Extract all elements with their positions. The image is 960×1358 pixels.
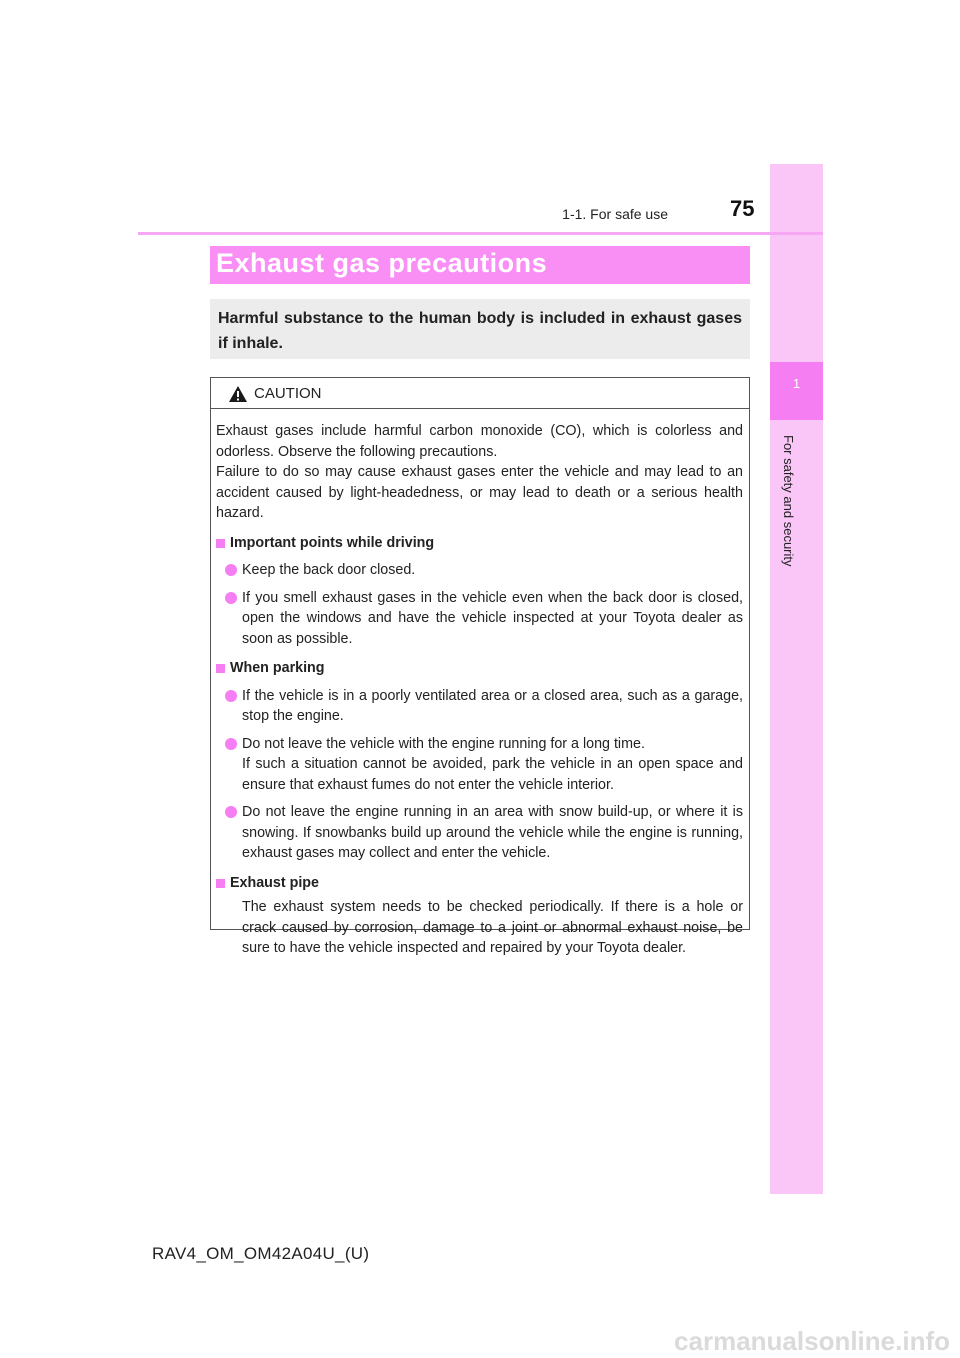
caution-box [210, 377, 750, 956]
caution-body [216, 421, 743, 959]
warning-triangle-icon [228, 385, 248, 403]
page-title: Exhaust gas precautions [216, 248, 548, 278]
section-heading: Exhaust pipe [216, 873, 743, 894]
list-item-continuation: If such a situation cannot be avoided, park the vehicle in an open space and ensure that exhaust fumes do not enter the vehicle interior. [242, 756, 743, 793]
list-item: If the vehicle is in a poorly ventilated area or a closed area, such as a garage, stop the engine. [216, 686, 743, 727]
header-rule [138, 232, 823, 235]
square-bullet-icon [216, 664, 225, 673]
footer-model-code: RAV4_OM_OM42A04U_(U) [152, 1244, 370, 1263]
chapter-side-tab-active[interactable] [770, 362, 823, 420]
list-item: Keep the back door closed. [216, 560, 743, 581]
round-bullet-icon [225, 738, 237, 750]
page-number: 75 [730, 196, 755, 221]
section-header: 1-1. For safe use [562, 206, 668, 222]
list-item: If you smell exhaust gases in the vehicle even when the back door is closed, open the windows and have the vehicle inspected at your Toyota dealer as soon as possible. [216, 588, 743, 650]
round-bullet-icon [225, 592, 237, 604]
intro-text: Harmful substance to the human body is included in exhaust gases if inhale. [218, 310, 742, 352]
chapter-side-tab [770, 164, 823, 1194]
caution-label: CAUTION [254, 385, 322, 402]
list-item: Do not leave the vehicle with the engine running for a long time. If such a situation cannot be avoided, park the vehicle in an open space and ensure that exhaust fumes do not enter the vehicle interior. [216, 734, 743, 796]
round-bullet-icon [225, 564, 237, 576]
round-bullet-icon [225, 806, 237, 818]
round-bullet-icon [225, 690, 237, 702]
list-item: Do not leave the engine running in an area with snow build-up, or where it is snowing. If snowbanks build up around the vehicle while the engine is running, exhaust gases may collect and enter the vehicle. [216, 802, 743, 864]
chapter-number: 1 [792, 376, 801, 391]
watermark: carmanualsonline.info [674, 1326, 950, 1356]
section-heading: When parking [216, 658, 743, 679]
square-bullet-icon [216, 539, 225, 548]
chapter-label: For safety and security [781, 435, 796, 567]
section-heading: Important points while driving [216, 533, 743, 554]
exhaust-pipe-text: The exhaust system needs to be checked periodically. If there is a hole or crack caused by corrosion, damage to a joint or abnormal exhaust noise, be sure to have the vehicle inspected and repaired by your Toyota dealer. [242, 899, 743, 956]
square-bullet-icon [216, 879, 225, 888]
caution-intro-1: Exhaust gases include harmful carbon monoxide (CO), which is colorless and odorless. Observe the following precautions. [216, 423, 743, 460]
caution-intro-2: Failure to do so may cause exhaust gases enter the vehicle and may lead to an accident caused by light-headedness, or may lead to death or a serious health hazard. [216, 464, 743, 521]
caution-header [211, 378, 749, 409]
